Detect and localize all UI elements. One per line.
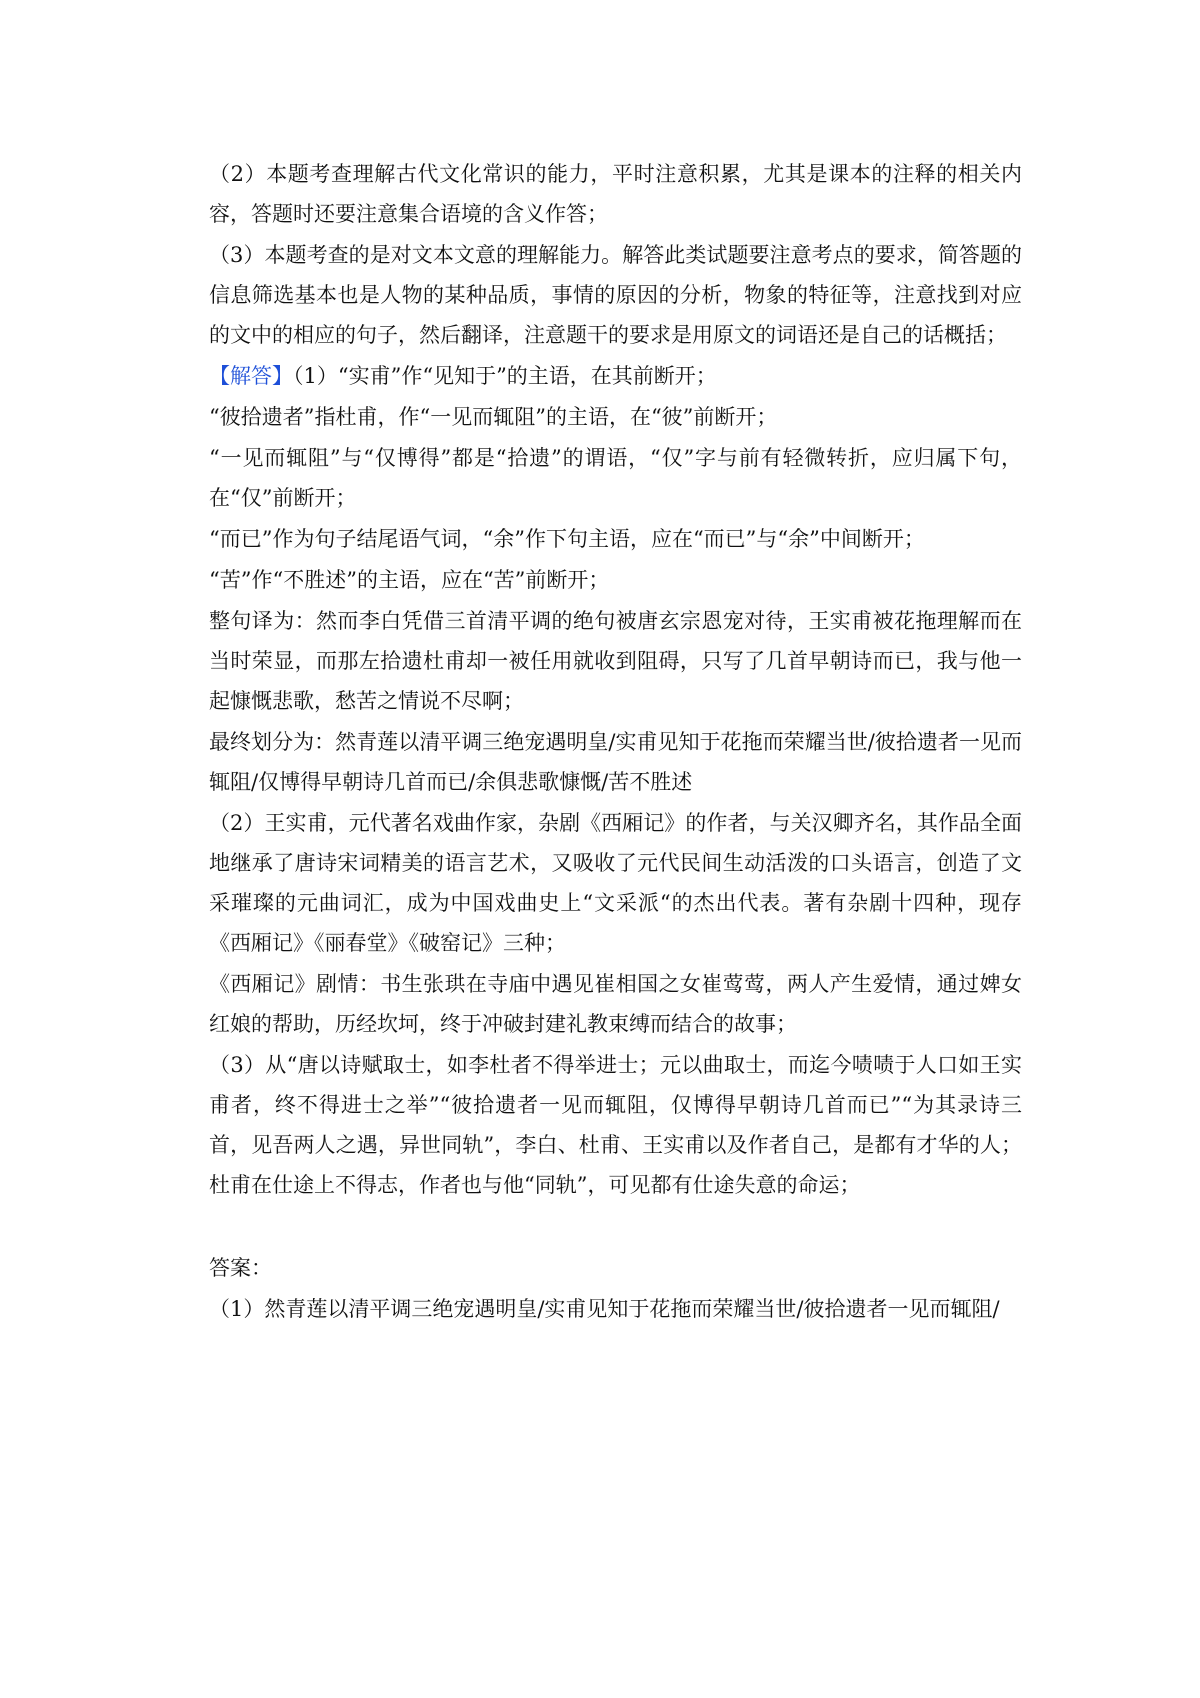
answer-q2-plot: 《西厢记》剧情：书生张珙在寺庙中遇见崔相国之女崔莺莺，两人产生爱情，通过婢女红娘的帮助，历经坎坷，终于冲破封建礼教束缚而结合的故事； [209, 972, 1022, 1036]
document-page [209, 154, 1022, 1330]
answer-q2-paragraph: （2）王实甫，元代著名戏曲作家，杂剧《西厢记》的作者，与关汉卿齐名，其作品全面地继承了唐诗宋词精美的语言艺术，又吸收了元代民间生动活泼的口头语言，创造了文采璀璨的元曲词汇，成为中国戏曲史上“文采派“的杰出代表。著有杂剧十四种，现存《西厢记》《丽春堂》《破窑记》三种； [209, 811, 1022, 955]
answer-q1-line: “彼拾遗者”指杜甫，作“一见而辄阻”的主语，在“彼”前断开； [209, 405, 778, 429]
answer-q1-line: “苦”作“不胜述”的主语，应在“苦”前断开； [209, 568, 610, 592]
final-answer-label: 答案： [209, 1256, 272, 1280]
final-answer-q1: （1）然青莲以清平调三绝宠遇明皇/实甫见知于花拖而荣耀当世/彼拾遗者一见而辄阻/ [209, 1297, 1000, 1321]
answer-q1-line: “一见而辄阻”与“仅博得”都是“拾遗”的谓语，“仅”字与前有轻微转折，应归属下句，在“仅”前断开； [209, 446, 1022, 510]
answer-q3-paragraph: （3）从“唐以诗赋取士，如李杜者不得举进士；元以曲取士，而迄今啧啧于人口如王实甫者，终不得进士之举”“彼拾遗者一见而辄阻，仅博得早朝诗几首而已”“为其录诗三首，见吾两人之遇，异世同轨”，李白、杜甫、王实甫以及作者自己，是都有才华的人；杜甫在仕途上不得志，作者也与他“同轨”，可见都有仕途失意的命运； [209, 1053, 1022, 1197]
analysis-paragraph-3: （3）本题考查的是对文本文意的理解能力。解答此类试题要注意考点的要求，简答题的信息筛选基本也是人物的某种品质，事情的原因的分析，物象的特征等，注意找到对应的文中的相应的句子，然后翻译，注意题干的要求是用原文的词语还是自己的话概括； [209, 243, 1022, 347]
analysis-paragraph-2: （2）本题考查理解古代文化常识的能力，平时注意积累，尤其是课本的注释的相关内容，答题时还要注意集合语境的含义作答； [209, 162, 1022, 226]
answer-tag: 【解答】 [209, 364, 293, 388]
answer-q1-intro [209, 356, 1022, 396]
answer-q1-final-division: 最终划分为：然青莲以清平调三绝宠遇明皇/实甫见知于花拖而荣耀当世/彼拾遗者一见而辄阻/仅博得早朝诗几首而已/余俱悲歌慷慨/苦不胜述 [209, 730, 1022, 794]
answer-q1-line: （1）“实甫”作“见知于”的主语，在其前断开； [293, 364, 717, 388]
answer-q1-translation: 整句译为：然而李白凭借三首清平调的绝句被唐玄宗恩宠对待，王实甫被花拖理解而在当时荣显，而那左拾遗杜甫却一被任用就收到阻碍，只写了几首早朝诗而已，我与他一起慷慨悲歌，愁苦之情说不尽啊； [209, 609, 1022, 713]
answer-q1-line: “而已”作为句子结尾语气词，“余”作下句主语，应在“而已”与“余”中间断开； [209, 527, 925, 551]
section-gap [209, 1206, 1022, 1248]
